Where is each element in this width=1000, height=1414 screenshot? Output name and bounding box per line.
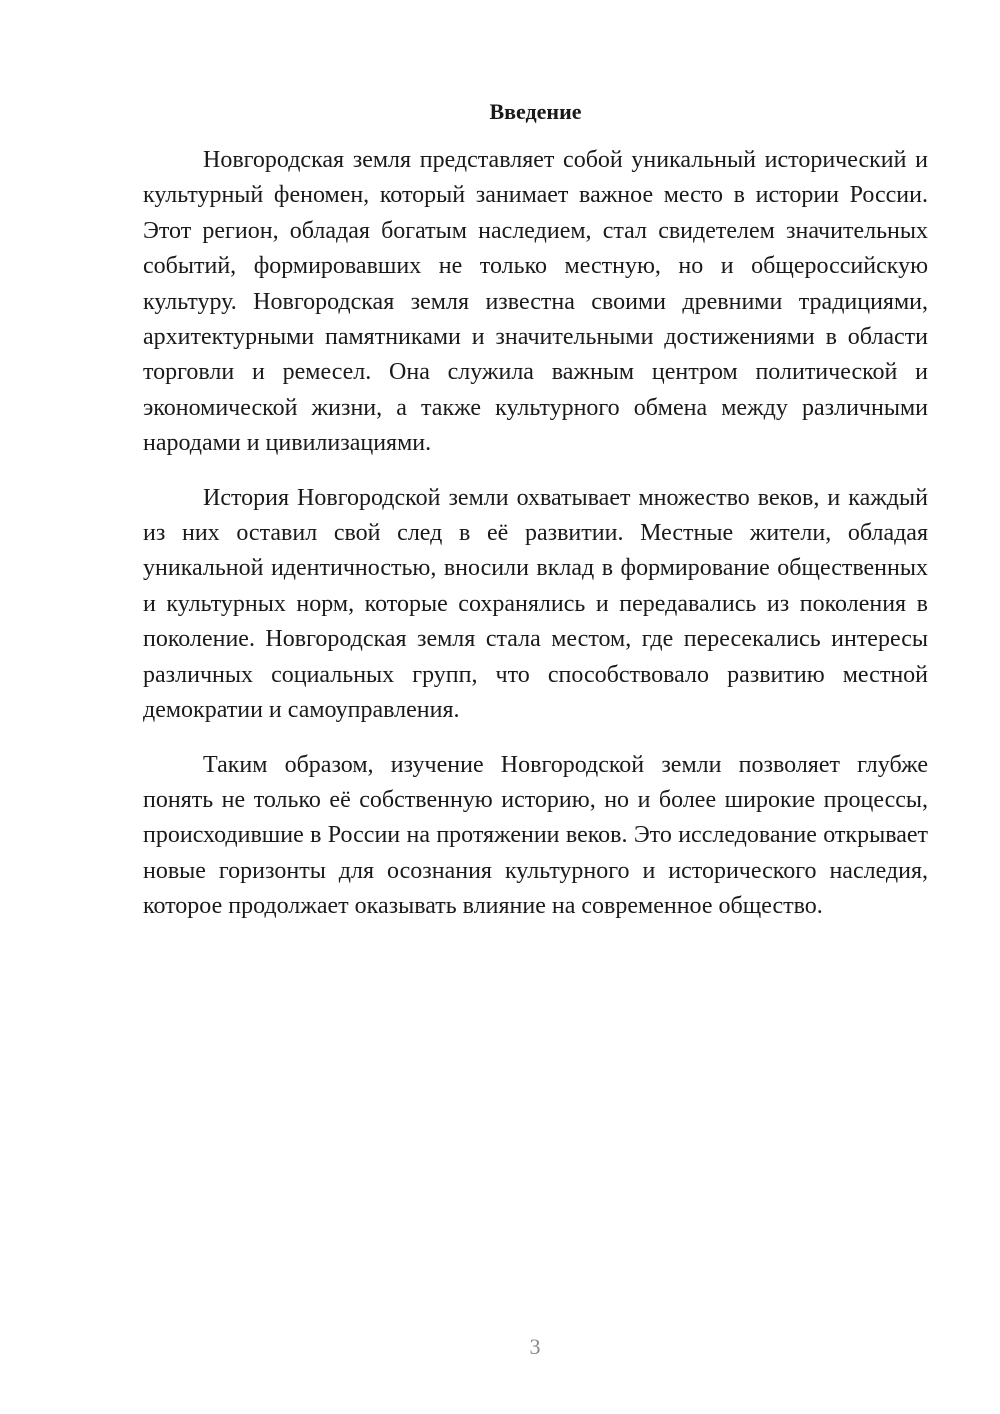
section-heading: Введение — [489, 99, 582, 124]
paragraph-2: История Новгородской земли охватывает множество веков, и каждый из них оставил свой след в её развитии. Местные жители, обладая уникальной идентичностью, вносили вклад в формирование общественных и культурных норм, которые сохранялись и передавались из поколения в поколение. Новгородская земля стала местом, где пересекались интересы различных социальных групп, что способствовало развитию местной демократии и самоуправления. — [143, 484, 928, 724]
paragraph-3: Таким образом, изучение Новгородской земли позволяет глубже понять не только её собственную историю, но и более широкие процессы, происходившие в России на протяжении веков. Это исследование открывает новые горизонты для осознания культурного и исторического наследия, которое продолжает оказывать влияние на современное общество. — [143, 751, 928, 920]
body-text — [143, 143, 928, 944]
page-number: 3 — [529, 1334, 541, 1359]
paragraph-1: Новгородская земля представляет собой уникальный исторический и культурный феномен, который занимает важное место в истории России. Этот регион, обладая богатым наследием, стал свидетелем значительных событий, формировавших не только местную, но и общероссийскую культуру. Новгородская земля известна своими древними традициями, архитектурными памятниками и значительными достижениями в области торговли и ремесел. Она служила важным центром политической и экономической жизни, а также культурного обмена между различными народами и цивилизациями. — [143, 147, 928, 457]
